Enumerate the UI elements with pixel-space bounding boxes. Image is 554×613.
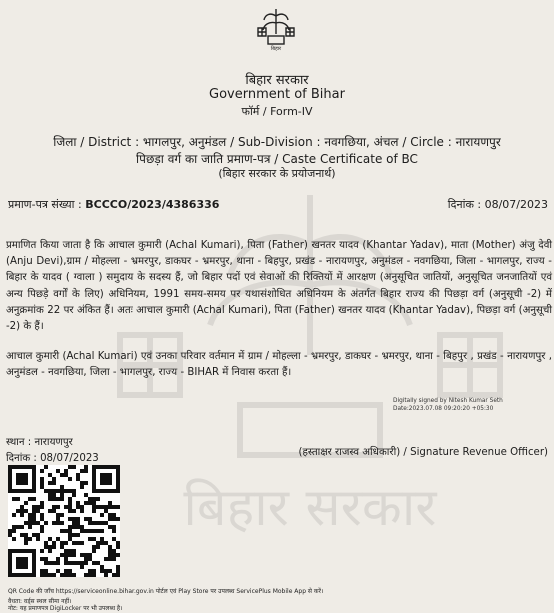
- digital-signature-signer: Digitally signed by Nitesh Kumar Seth: [393, 398, 503, 404]
- certificate-number-value: BCCCO/2023/4386336: [85, 198, 220, 211]
- government-english: Government of Bihar: [209, 87, 345, 102]
- digital-signature: [393, 397, 503, 413]
- certificate-date-value: 08/07/2023: [484, 198, 548, 211]
- certificate-number-label: प्रमाण-पत्र संख्या :: [8, 198, 86, 211]
- government-hindi: बिहार सरकार: [245, 73, 309, 88]
- watermark-text: बिहार सरकार: [183, 478, 437, 538]
- form-number: फॉर्म / Form-IV: [241, 105, 313, 118]
- issue-date: दिनांक : 08/07/2023: [6, 453, 99, 464]
- district-line: जिला / District : भागलपुर, अनुमंडल / Sub-Division : नवगछिया, अंचल / Circle : नारायणपुर: [53, 135, 501, 149]
- emblem-label: बिहार: [270, 46, 282, 52]
- certificate-number: [8, 197, 219, 212]
- qr-verification-note: QR Code की जाँच https://serviceonline.bihar.gov.in पोर्टल एवं Play Store पर उपलब्ध ServicePlus Mobile App से करें।: [8, 588, 324, 595]
- certificate-date-label: दिनांक :: [447, 198, 485, 211]
- officer-signature: (हस्ताक्षर राजस्व अधिकारी) / Signature Revenue Officer): [298, 447, 548, 458]
- digital-signature-date: Date:2023.07.08 09:20:20 +05:30: [393, 406, 494, 412]
- qr-code: [8, 465, 120, 577]
- certification-paragraph: प्रमाणित किया जाता है कि आचाल कुमारी (Achal Kumari), पिता (Father) खनतर यादव (Khantar Yadav), माता (Mother) अंजु देवी (Anju Devi),ग्राम / मोहल्ला - भ्रमरपुर, डाकघर - भ्रमरपुर, थाना - बिहपुर, प्रखंड - नारायणपुर, अनुमंडल - नवगछिया, जिला - भागलपुर, राज्य - बिहार के यादव ( ग्वाला ) समुदाय के सदस्य हैं, जो बिहार पदों एवं सेवाओं की रिक्तियों में आरक्षण (अनुसूचित जातियों, अनुसूचित जनजातियों एवं अन्य पिछड़े वर्गों के लिए) अधिनियम, 1991 समय-समय पर यथासंशोधित अधिनियम के अंतर्गत बिहार राज्य की पिछड़ा वर्ग (अनुसूची -2) में अनुक्रमांक 22 पर अंकित हैं। अतः आचाल कुमारी (Achal Kumari), पिता (Father) खनतर यादव (Khantar Yadav), पिछड़ा वर्ग (अनुसूची -2) के हैं।: [6, 240, 552, 333]
- certificate-title: पिछड़ा वर्ग का जाति प्रमाण-पत्र / Caste Certificate of BC: [136, 152, 418, 166]
- validity-note: वैधता: वर्ड्स स्थल सीमा नहीं।: [8, 598, 72, 605]
- issue-place: स्थान : नारायणपुर: [6, 437, 73, 448]
- certificate-purpose: (बिहार सरकार के प्रयोजनार्थ): [218, 167, 336, 180]
- residence-paragraph: आचाल कुमारी (Achal Kumari) एवं उनका परिवार वर्तमान में ग्राम / मोहल्ला - भ्रमरपुर, डाकघर - भ्रमरपुर, थाना - बिहपुर , प्रखंड - नारायणपुर , अनुमंडल - नवगछिया, जिला - भागलपुर, राज्य - BIHAR में निवास करता हैं।: [6, 351, 552, 379]
- bihar-emblem-icon: [253, 6, 299, 52]
- certificate-date: [448, 197, 548, 212]
- digilocker-note: नोट: यह प्रमाणपत्र DigiLocker पर भी उपलब्ध है।: [8, 605, 123, 612]
